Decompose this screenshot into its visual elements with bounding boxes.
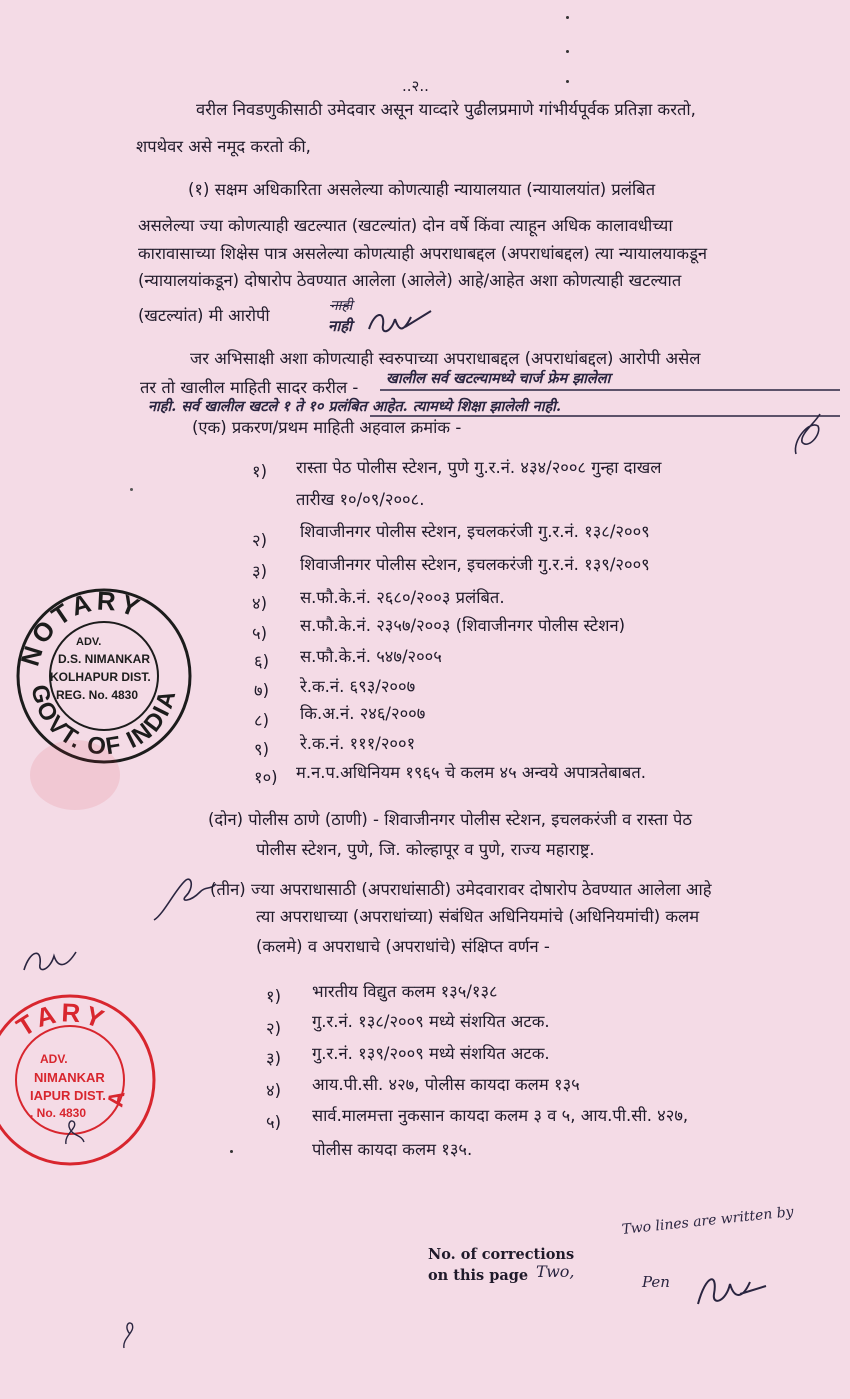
clause1-line-5: (खटल्यांत) मी आरोपी <box>138 306 270 325</box>
case-num: ९) <box>254 740 270 759</box>
offence-num: १) <box>266 987 282 1006</box>
page-number: ..२.. <box>402 77 429 95</box>
footer-signature <box>690 1264 770 1314</box>
section-don-line-2: पोलीस स्टेशन, पुणे, जि. कोल्हापूर व पुणे, राज्य महाराष्ट्र. <box>256 840 595 859</box>
notary-seal-top-line-1: ADV. <box>76 636 102 648</box>
case-num: १०) <box>254 768 278 787</box>
left-margin-signature <box>20 940 80 980</box>
case-text: स.फौ.के.नं. २६८०/२००३ प्रलंबित. <box>300 588 505 607</box>
notary-seal-bottom-ring-top: TARY <box>11 997 112 1043</box>
ink-speck <box>566 16 569 19</box>
offence-text: गु.र.नं. १३९/२००९ मध्ये संशयित अटक. <box>312 1044 550 1063</box>
case-text: स.फौ.के.नं. ५४७/२००५ <box>300 647 442 666</box>
case-num: १) <box>252 462 268 481</box>
notary-seal-bottom-line-2: NIMANKAR <box>34 1070 105 1085</box>
case-text: स.फौ.के.नं. २३५७/२००३ (शिवाजीनगर पोलीस स्टेशन) <box>300 616 626 635</box>
notary-seal-bottom-line-3: IAPUR DIST. <box>30 1088 106 1103</box>
witness-line: जर अभिसाक्षी अशा कोणत्याही स्वरुपाच्या अपराधाबद्दल (अपराधांबद्दल) आरोपी असेल <box>190 349 701 368</box>
ink-speck <box>230 1150 233 1153</box>
handwritten-note-line-2: नाही. सर्व खालील खटले १ ते १० प्रलंबित आहेत. त्यामध्ये शिक्षा झालेली नाही. <box>148 398 561 415</box>
section-teen-line-2: त्या अपराधाच्या (अपराधांच्या) संबंधित अधिनियमांचे (अधिनियमांची) कलम <box>256 907 700 926</box>
ink-speck <box>566 50 569 53</box>
clause1-line-1: (१) सक्षम अधिकारिता असलेल्या कोणत्याही न्यायालयात (न्यायालयांत) प्रलंबित <box>188 180 656 199</box>
offence-num: ४) <box>266 1081 282 1100</box>
case-text: शिवाजीनगर पोलीस स्टेशन, इचलकरंजी गु.र.नं. १३९/२००९ <box>300 555 650 574</box>
notary-seal-top-ring-top: NOTARY <box>14 586 148 670</box>
notary-seal-bottom-line-1: ADV. <box>40 1052 68 1066</box>
corrections-handwritten-note-2: Pen <box>642 1273 670 1291</box>
case-text: शिवाजीनगर पोलीस स्टेशन, इचलकरंजी गु.र.नं. १३८/२००९ <box>300 522 650 541</box>
offence-num: ३) <box>266 1049 282 1068</box>
red-stamp-smudge <box>30 740 120 810</box>
corrections-label-1: No. of corrections <box>428 1246 575 1263</box>
case-num: ६) <box>254 652 270 671</box>
offence-text: आय.पी.सी. ४२७, पोलीस कायदा कलम १३५ <box>312 1075 580 1094</box>
case-num: ४) <box>252 594 268 613</box>
case-num: ३) <box>252 562 268 581</box>
clause1-line-3: कारावासाच्या शिक्षेस पात्र असलेल्या कोणत्याही अपराधाबद्दल (अपराधांबद्दल) त्या न्यायालयाकडून <box>138 244 708 263</box>
bottom-margin-mark <box>118 1318 142 1352</box>
intro-line-2: शपथेवर असे नमूद करतो की, <box>136 137 311 156</box>
case-text: रे.क.नं. ६९३/२००७ <box>300 677 416 696</box>
case-num: २) <box>252 531 268 550</box>
notary-seal-bottom <box>0 988 160 1168</box>
case-text: कि.अ.नं. २४६/२००७ <box>300 704 426 723</box>
offence-num: ५) <box>266 1113 282 1132</box>
notary-seal-bottom-line-4: . No. 4830 <box>30 1106 87 1120</box>
seal-initials <box>60 1118 90 1148</box>
case-num: ८) <box>254 711 270 730</box>
case-num: ५) <box>252 624 268 643</box>
handwritten-note-line-1: खालील सर्व खटल्यामध्ये चार्ज फ्रेम झालेला <box>386 370 611 387</box>
clause1-line-4: (न्यायालयांकडून) दोषारोप ठेवण्यात आलेला (आलेले) आहे/आहेत अशा कोणत्याही खटल्यात <box>138 271 682 290</box>
handwritten-correction-word: नाही <box>328 317 353 335</box>
case-text: म.न.प.अधिनियम १९६५ चे कलम ४५ अन्वये अपात्रतेबाबत. <box>296 763 646 782</box>
notary-seal-top <box>14 586 194 766</box>
offence-text: भारतीय विद्युत कलम १३५/१३८ <box>312 982 498 1001</box>
intro-line-1: वरील निवडणुकीसाठी उमेदवार असून याव्दारे पुढीलप्रमाणे गांभीर्यपूर्वक प्रतिज्ञा करतो, <box>196 100 696 119</box>
notary-seal-top-line-3: KOLHAPUR DIST. <box>50 670 151 684</box>
initials-signature <box>365 305 435 341</box>
offence-text: सार्व.मालमत्ता नुकसान कायदा कलम ३ व ५, आय.पी.सी. ४२७, <box>312 1106 689 1125</box>
margin-scribble <box>788 410 828 460</box>
notary-seal-top-line-4: REG. No. 4830 <box>56 688 139 702</box>
case-text-cont: तारीख १०/०९/२००८. <box>296 490 425 509</box>
handwritten-struck-word: नाही <box>330 298 353 314</box>
ink-speck <box>130 488 133 491</box>
offence-text-cont: पोलीस कायदा कलम १३५. <box>312 1140 473 1159</box>
section-teen-line-1: (तीन) ज्या अपराधासाठी (अपराधांसाठी) उमेदवारावर दोषारोप ठेवण्यात आलेला आहे <box>210 880 712 899</box>
ink-speck <box>566 80 569 83</box>
notary-seal-top-ring-bottom: GOVT. OF INDIA <box>25 682 182 761</box>
seal-letter-a: A <box>102 1088 130 1109</box>
case-text: रास्ता पेठ पोलीस स्टेशन, पुणे गु.र.नं. ४३४/२००८ गुन्हा दाखल <box>296 458 662 477</box>
info-line: तर तो खालील माहिती सादर करील - <box>140 378 359 397</box>
corrections-handwritten-note-1: Two lines are written by <box>621 1204 795 1238</box>
offence-num: २) <box>266 1019 282 1038</box>
case-num: ७) <box>254 681 270 700</box>
section-don-line-1: (दोन) पोलीस ठाणे (ठाणी) - शिवाजीनगर पोलीस स्टेशन, इचलकरंजी व रास्ता पेठ <box>208 810 692 829</box>
notary-seal-top-line-2: D.S. NIMANKAR <box>58 652 150 666</box>
section-ek-heading: (एक) प्रकरण/प्रथम माहिती अहवाल क्रमांक - <box>192 418 462 437</box>
section-teen-line-3: (कलमे) व अपराधाचे (अपराधांचे) संक्षिप्त वर्णन - <box>256 937 550 956</box>
case-text: रे.क.नं. १११/२००१ <box>300 734 416 753</box>
clause1-line-2: असलेल्या ज्या कोणत्याही खटल्यात (खटल्यांत) दोन वर्षे किंवा त्याहून अधिक कालावधीच्या <box>138 216 673 235</box>
corrections-handwritten-value: Two, <box>536 1262 575 1281</box>
offence-text: गु.र.नं. १३८/२००९ मध्ये संशयित अटक. <box>312 1012 550 1031</box>
corrections-label-2: on this page <box>428 1267 529 1284</box>
